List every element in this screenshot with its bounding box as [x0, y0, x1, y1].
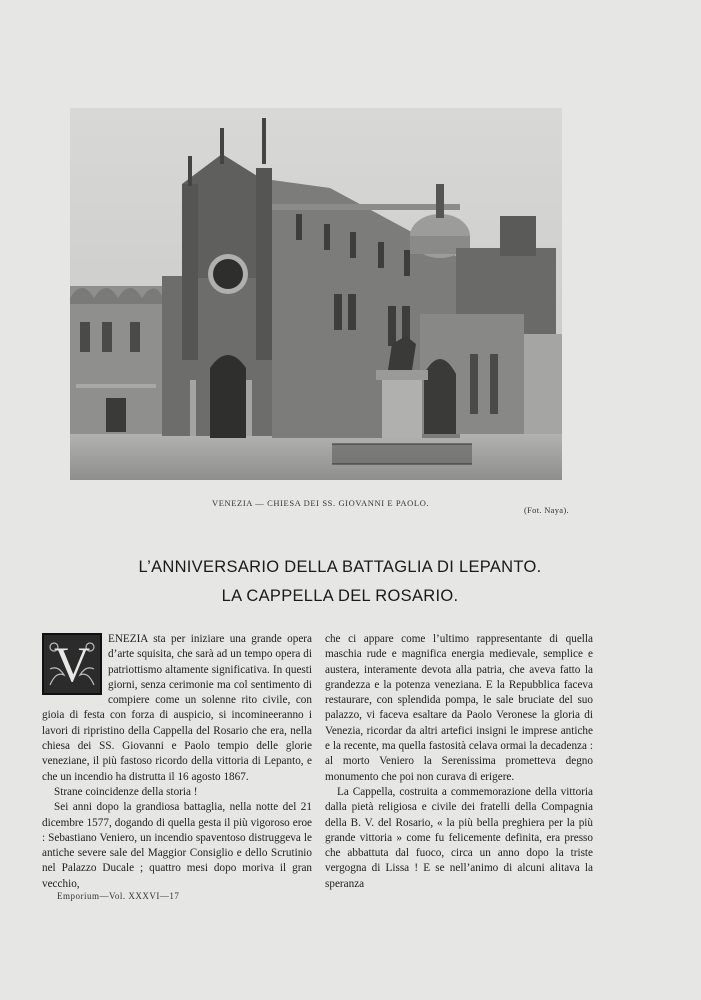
- paragraph: La Cappella, costruita a commemorazione della vittoria dalla pietà religiosa e civile dei fratelli della Compagnia della B. V. del Rosario, « la più bella preghiera per la più grande vittoria » come fu felicemente definita, era presso che abbattuta dal fuoco, circa un anno dopo la triste vergogna di Lissa ! E se nell’animo di alcuni alitava la speranza: [325, 785, 593, 890]
- drop-cap-initial: [42, 633, 102, 695]
- article-subtitle: LA CAPPELLA DEL ROSARIO.: [221, 587, 459, 605]
- text-column-right: [325, 632, 593, 892]
- drop-cap-letter: V: [53, 636, 91, 692]
- photo-caption: VENEZIA — CHIESA DEI SS. GIOVANNI E PAOLO.: [212, 498, 430, 508]
- church-photograph: [70, 108, 562, 480]
- article-title: L’ANNIVERSARIO DELLA BATTAGLIA DI LEPANTO.: [138, 558, 542, 576]
- text-column-left: [42, 632, 312, 892]
- paragraph: ENEZIA sta per iniziare una grande opera d’arte squisita, che sarà ad un tempo opera di patriottismo altamente significativa. In questi giorni, senza cerimonie ma col sentimento di compiere come un solenne rito civile, con gioia di festa con forza di auspicio, si incomineeranno i lavori di ripristino della Cappella del Rosario che era, nella chiesa dei SS. Giovanni e Paolo tempio delle glorie veneziane, il più fastoso ricordo della vittoria di Lepanto, e che un incendio ha distrutta il 16 agosto 1867.: [42, 633, 312, 783]
- photo-credit: (Fot. Naya).: [524, 505, 569, 515]
- paragraph: Sei anni dopo la grandiosa battaglia, nella notte del 21 dicembre 1577, dogando di quella gesta il più vigoroso eroe : Sebastiano Veniero, un incendio spaventoso distruggeva le antiche severe sale del Maggior Consiglio e dello Scrutinio nel Palazzo Ducale ; quattro mesi dopo moriva il gran vecchio,: [42, 801, 312, 890]
- page-footer: Emporium—Vol. XXXVI—17: [57, 891, 180, 901]
- paragraph: che ci appare come l’ultimo rappresentante di quella maschia rude e magnifica energia medievale, semplice e austera, interamente devota alla patria, che aveva fatto la grandezza e la potenza veneziana. E la Repubblica faceva restaurare, con splendida pompa, le sale bruciate del suo palazzo, vi faceva esaltare da Paolo Veronese la gloria di Venezia, ricordar da altri artefici insigni le imprese antiche e la recente, ma quella fastosità celava ormai la decadenza : al morto Veniero la Serenissima prometteva degno monumento che poi non curava di erigere.: [325, 633, 593, 783]
- paragraph: Strane coincidenze della storia !: [54, 785, 198, 798]
